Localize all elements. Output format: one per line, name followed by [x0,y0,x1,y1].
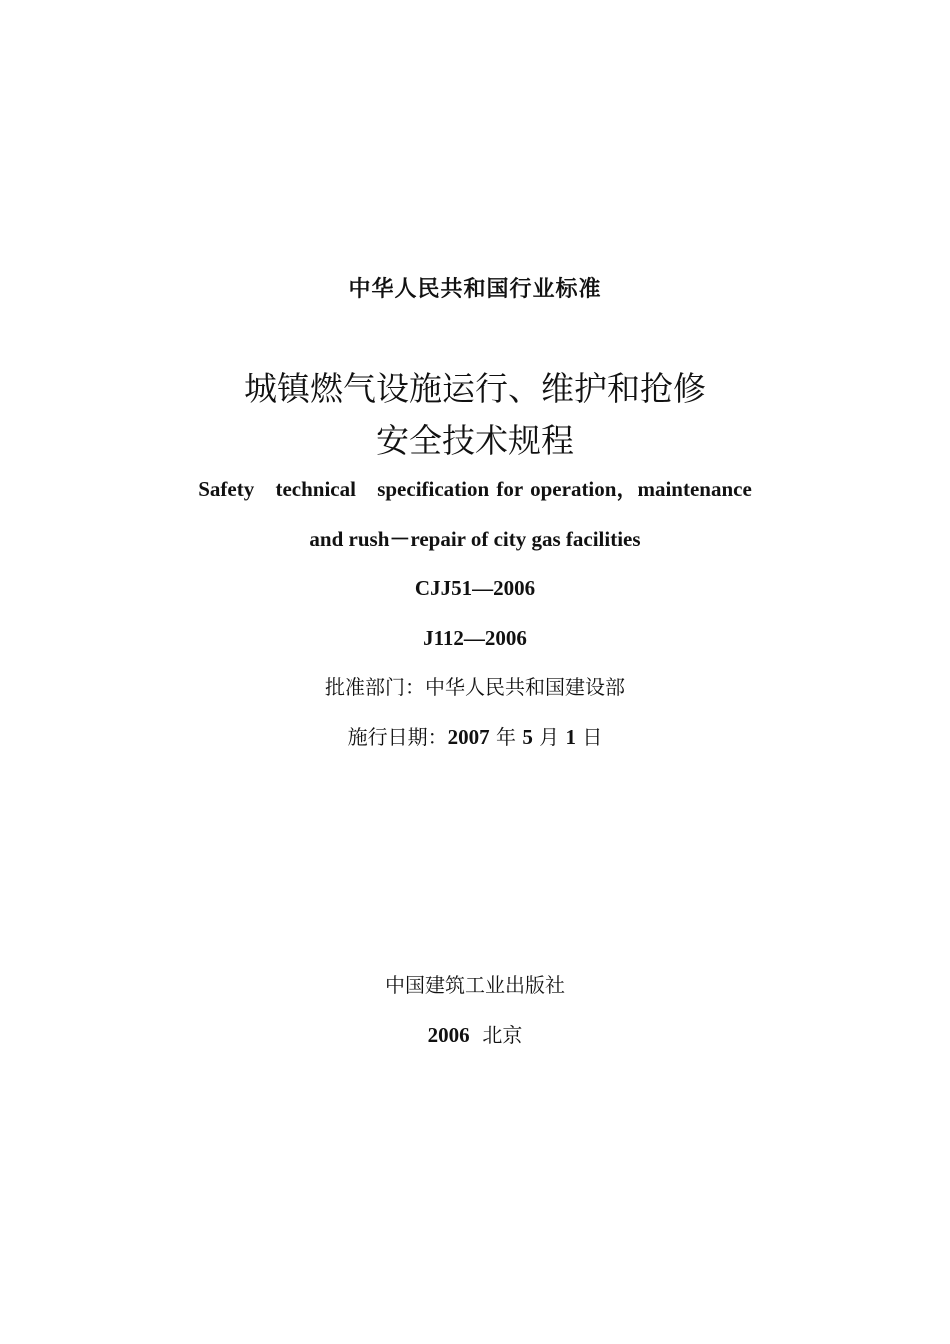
effective-day-unit: 日 [582,725,603,749]
english-title-rest: specification for operation，maintenance [377,477,752,501]
publish-year-city [0,1025,950,1046]
approval-line [0,677,950,697]
effective-year: 2007 [447,725,490,749]
effective-month: 5 [522,725,533,749]
title-line-2: 安全技术规程 [376,421,574,460]
effective-year-unit: 年 [495,725,516,749]
title-line-1: 城镇燃气设施运行、维护和抢修 [244,369,706,408]
english-title-word-safety: Safety [198,477,255,501]
english-title-word-technical: technical [275,477,356,501]
effective-label: 施行日期： [347,725,448,749]
approval-value: 中华人民共和国建设部 [425,675,625,699]
publish-city: 北京 [482,1023,523,1047]
standard-category: 中华人民共和国行业标准 [348,277,602,302]
english-title-line-2: and rush－repair of city gas facilities [309,527,641,551]
publish-year: 2006 [427,1023,470,1047]
effective-day: 1 [565,725,577,749]
standard-code-cjj: CJJ51—2006 [414,576,536,600]
effective-date-line [0,727,950,748]
standard-code-j: J112—2006 [423,626,527,650]
effective-month-unit: 月 [539,725,560,749]
english-title-line-1 [0,479,950,500]
publisher-name: 中国建筑工业出版社 [385,973,565,997]
approval-label: 批准部门： [325,675,425,699]
